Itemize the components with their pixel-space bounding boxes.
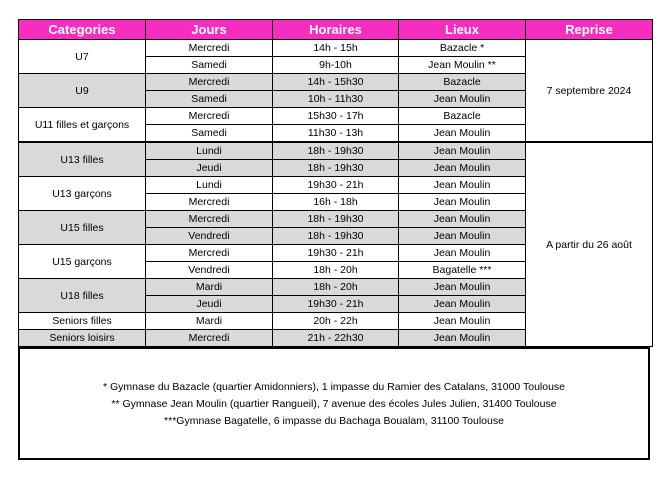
category-cell: U11 filles et garçons xyxy=(19,108,146,143)
time-cell: 18h - 19h30 xyxy=(273,160,399,177)
place-cell: Jean Moulin xyxy=(399,296,526,313)
day-cell: Vendredi xyxy=(146,262,273,279)
reprise-cell-1: 7 septembre 2024 xyxy=(526,40,653,143)
time-cell: 18h - 20h xyxy=(273,279,399,296)
day-cell: Mercredi xyxy=(146,74,273,91)
day-cell: Samedi xyxy=(146,91,273,108)
time-cell: 19h30 - 21h xyxy=(273,177,399,194)
time-cell: 20h - 22h xyxy=(273,313,399,330)
category-cell: U13 filles xyxy=(19,142,146,177)
time-cell: 18h - 19h30 xyxy=(273,228,399,245)
category-cell: U15 garçons xyxy=(19,245,146,279)
place-cell: Bazacle xyxy=(399,108,526,125)
time-cell: 18h - 19h30 xyxy=(273,211,399,228)
place-cell: Bazacle * xyxy=(399,40,526,57)
category-cell: U7 xyxy=(19,40,146,74)
place-cell: Jean Moulin xyxy=(399,228,526,245)
header-lieux: Lieux xyxy=(399,20,526,40)
place-cell: Jean Moulin xyxy=(399,245,526,262)
time-cell: 18h - 19h30 xyxy=(273,142,399,160)
footnote-jean-moulin: ** Gymnase Jean Moulin (quartier Rangueil), 7 avenue des écoles Jules Julien, 31400 Toulouse xyxy=(111,398,557,410)
footnote-bazacle: * Gymnase du Bazacle (quartier Amidonniers), 1 impasse du Ramier des Catalans, 31000 Toulouse xyxy=(102,381,566,393)
time-cell: 14h - 15h xyxy=(273,40,399,57)
time-cell: 11h30 - 13h xyxy=(273,125,399,143)
day-cell: Mercredi xyxy=(146,194,273,211)
day-cell: Mercredi xyxy=(146,40,273,57)
day-cell: Jeudi xyxy=(146,296,273,313)
place-cell: Jean Moulin xyxy=(399,91,526,108)
place-cell: Jean Moulin xyxy=(399,330,526,347)
header-row xyxy=(19,20,653,40)
day-cell: Lundi xyxy=(146,177,273,194)
place-cell: Jean Moulin xyxy=(399,313,526,330)
category-cell: U9 xyxy=(19,74,146,108)
place-cell: Bagatelle *** xyxy=(399,262,526,279)
day-cell: Mardi xyxy=(146,279,273,296)
category-cell: U13 garçons xyxy=(19,177,146,211)
day-cell: Mercredi xyxy=(146,245,273,262)
header-categories: Categories xyxy=(19,20,146,40)
time-cell: 18h - 20h xyxy=(273,262,399,279)
place-cell: Jean Moulin xyxy=(399,194,526,211)
time-cell: 15h30 - 17h xyxy=(273,108,399,125)
day-cell: Mercredi xyxy=(146,108,273,125)
day-cell: Samedi xyxy=(146,57,273,74)
time-cell: 19h30 - 21h xyxy=(273,296,399,313)
place-cell: Jean Moulin ** xyxy=(399,57,526,74)
day-cell: Lundi xyxy=(146,142,273,160)
place-cell: Jean Moulin xyxy=(399,211,526,228)
category-cell: Seniors loisirs xyxy=(19,330,146,347)
time-cell: 10h - 11h30 xyxy=(273,91,399,108)
place-cell: Jean Moulin xyxy=(399,142,526,160)
day-cell: Jeudi xyxy=(146,160,273,177)
table-row xyxy=(19,142,653,160)
day-cell: Mardi xyxy=(146,313,273,330)
time-cell: 16h - 18h xyxy=(273,194,399,211)
place-cell: Bazacle xyxy=(399,74,526,91)
header-horaires: Horaires xyxy=(273,20,399,40)
place-cell: Jean Moulin xyxy=(399,177,526,194)
footnote-bagatelle: ***Gymnase Bagatelle, 6 impasse du Bachaga Boualam, 31100 Toulouse xyxy=(164,415,504,427)
category-cell: Seniors filles xyxy=(19,313,146,330)
day-cell: Mercredi xyxy=(146,211,273,228)
reprise-cell-2: A partir du 26 août xyxy=(526,142,653,347)
time-cell: 21h - 22h30 xyxy=(273,330,399,347)
category-cell: U15 filles xyxy=(19,211,146,245)
place-cell: Jean Moulin xyxy=(399,279,526,296)
schedule-table xyxy=(18,19,653,347)
time-cell: 14h - 15h30 xyxy=(273,74,399,91)
place-cell: Jean Moulin xyxy=(399,160,526,177)
category-cell: U18 filles xyxy=(19,279,146,313)
time-cell: 19h30 - 21h xyxy=(273,245,399,262)
day-cell: Vendredi xyxy=(146,228,273,245)
day-cell: Samedi xyxy=(146,125,273,143)
footnotes-box xyxy=(18,347,650,460)
time-cell: 9h-10h xyxy=(273,57,399,74)
header-jours: Jours xyxy=(146,20,273,40)
table-row xyxy=(19,40,653,57)
place-cell: Jean Moulin xyxy=(399,125,526,143)
day-cell: Mercredi xyxy=(146,330,273,347)
header-reprise: Reprise xyxy=(526,20,653,40)
